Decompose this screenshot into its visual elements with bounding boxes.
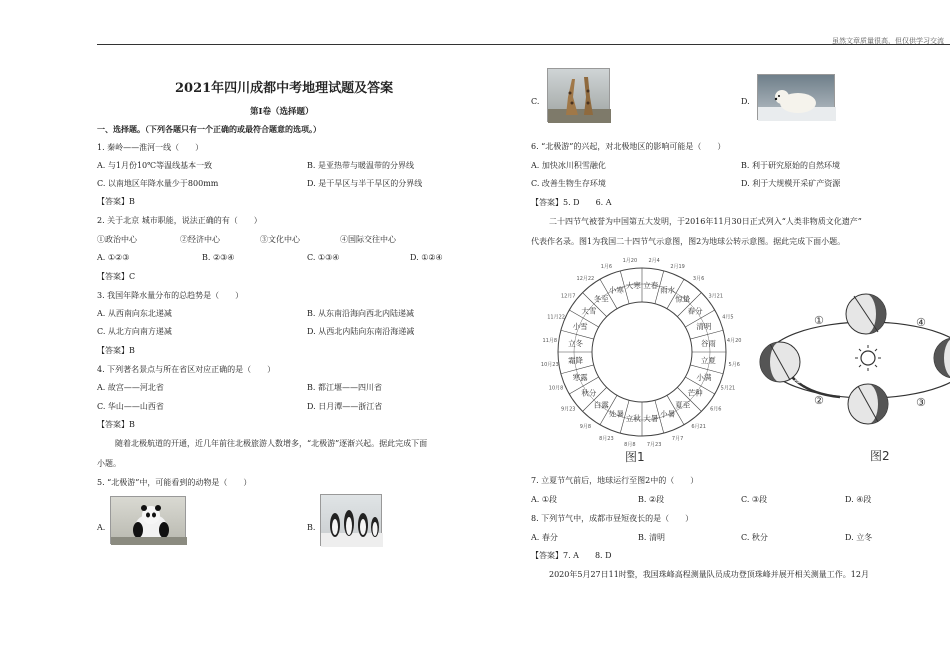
- solar-term-label: 谷雨: [700, 338, 716, 348]
- q2-option-b: B. ②③④: [202, 253, 235, 262]
- q2-item-2: ②经济中心: [180, 235, 220, 244]
- solar-term-date: 6月21: [691, 423, 706, 430]
- solar-term-date: 11月8: [542, 337, 558, 344]
- figure1-caption: 图1: [625, 450, 645, 464]
- q3-answer: 【答案】B: [97, 346, 135, 355]
- q5-option-c: C.: [531, 97, 540, 106]
- q4-option-a: A. 故宫——河北省: [97, 383, 164, 392]
- solar-term-date: 3月6: [692, 276, 705, 283]
- solar-term-label: 大雪: [581, 306, 597, 316]
- marker-2: ②: [814, 394, 824, 407]
- q3-option-b: B. 从东南沿海向西北内陆递减: [307, 309, 414, 318]
- q5-stem: 5. “北极游”中，可能看到的动物是（ ）: [97, 478, 252, 487]
- solar-term-date: 8月8: [624, 442, 636, 449]
- solar-term-date: 8月23: [599, 435, 614, 442]
- solar-term-date: 9月8: [579, 423, 592, 430]
- q7-option-b: B. ②段: [638, 495, 665, 504]
- solar-term-label: 小暑: [660, 409, 676, 419]
- giraffes-photo: [547, 68, 610, 122]
- q4-option-c: C. 华山——山西省: [97, 402, 164, 411]
- solar-term-date: 4月5: [722, 314, 734, 321]
- solar-term-label: 霜降: [568, 356, 584, 366]
- solar-terms-diagram: [540, 254, 740, 454]
- solar-term-label: 冬至: [593, 294, 609, 304]
- solar-term-date: 9月23: [560, 406, 576, 413]
- q2-option-d: D. ①②④: [410, 253, 443, 262]
- q8-option-b: B. 清明: [638, 533, 665, 542]
- sun-icon: [861, 351, 875, 365]
- q2-answer: 【答案】C: [97, 272, 136, 281]
- solar-term-label: 寒露: [572, 373, 588, 383]
- q1-option-b: B. 是亚热带与暖温带的分界线: [307, 161, 414, 170]
- marker-3: ③: [916, 396, 926, 409]
- q4-option-b: B. 都江堰——四川省: [307, 383, 382, 392]
- q7-option-a: A. ①段: [531, 495, 558, 504]
- header-rule: [97, 44, 950, 45]
- q3-option-d: D. 从西北内陆向东南沿海递减: [307, 327, 415, 336]
- solar-term-label: 立冬: [568, 338, 584, 348]
- solar-term-date: 5月21: [720, 385, 736, 392]
- q8-option-a: A. 春分: [531, 533, 558, 542]
- solar-term-date: 11月22: [547, 314, 565, 321]
- polar-bear-photo: [757, 74, 835, 120]
- q1-option-d: D. 是干旱区与半干旱区的分界线: [307, 179, 423, 188]
- solar-term-date: 1月20: [622, 257, 638, 264]
- solar-term-label: 芒种: [687, 388, 703, 398]
- q8-option-d: D. 立冬: [845, 533, 873, 542]
- solar-term-label: 立夏: [700, 356, 716, 366]
- figure2-caption: 图2: [870, 449, 890, 463]
- q7-q8-answer: 【答案】7. A 8. D: [531, 551, 612, 560]
- solar-term-label: 立秋: [625, 413, 641, 423]
- q2-option-a: A. ①②③: [97, 253, 130, 262]
- solar-term-label: 雨水: [660, 285, 676, 295]
- passage1-line2: 小题。: [97, 459, 121, 468]
- q1-option-a: A. 与1月份10℃等温线基本一致: [97, 161, 213, 170]
- marker-1: ①: [814, 314, 824, 327]
- q7-option-c: C. ③段: [741, 495, 768, 504]
- solar-term-date: 10月8: [548, 385, 564, 392]
- solar-term-date: 12月7: [560, 293, 576, 300]
- q2-item-1: ①政治中心: [97, 235, 137, 244]
- q3-option-c: C. 从北方向南方递减: [97, 327, 172, 336]
- solar-term-date: 5月6: [728, 362, 740, 369]
- solar-term-label: 小雪: [572, 321, 588, 331]
- earth-orbit-diagram: [748, 282, 950, 448]
- earth-globe-left: [760, 342, 800, 382]
- q4-option-d: D. 日月潭——浙江省: [307, 402, 383, 411]
- earth-globe-bottom: [848, 384, 888, 424]
- q6-stem: 6. “北极游”的兴起，对北极地区的影响可能是（ ）: [531, 142, 726, 151]
- q2-stem: 2. 关于北京 城市职能，说法正确的有（ ）: [97, 216, 262, 225]
- solar-term-label: 惊蛰: [675, 294, 691, 304]
- solar-term-date: 2月19: [670, 264, 685, 271]
- q6-option-b: B. 利于研究原始的自然环境: [741, 161, 840, 170]
- q6-option-a: A. 加快冰川积雪融化: [531, 161, 606, 170]
- q4-answer: 【答案】B: [97, 420, 135, 429]
- solar-term-label: 夏至: [675, 400, 691, 410]
- solar-term-date: 7月7: [671, 435, 684, 442]
- solar-term-date: 12月22: [576, 276, 595, 283]
- document-title: 2021年四川成都中考地理试题及答案: [175, 81, 394, 96]
- q5-option-b: B.: [307, 523, 316, 532]
- solar-term-label: 白露: [593, 400, 609, 410]
- part-title: 第Ⅰ卷（选择题）: [250, 107, 314, 117]
- q7-option-d: D. ④段: [845, 495, 872, 504]
- solar-term-label: 大暑: [643, 413, 659, 423]
- solar-term-label: 清明: [696, 321, 712, 331]
- solar-term-label: 春分: [687, 306, 703, 316]
- q3-stem: 3. 我国年降水量分布的总趋势是（ ）: [97, 291, 244, 300]
- q8-stem: 8. 下列节气中，成都市昼短夜长的是（ ）: [531, 514, 694, 523]
- solar-term-date: 2月4: [648, 257, 660, 264]
- earth-globe-right: [934, 338, 950, 378]
- q1-option-c: C. 以南地区年降水量少于800mm: [97, 179, 219, 188]
- q5-q6-answer: 【答案】5. D 6. A: [531, 198, 612, 207]
- q2-item-4: ④国际交往中心: [340, 235, 396, 244]
- solar-term-label: 小满: [696, 373, 712, 383]
- solar-term-date: 1月6: [600, 264, 613, 271]
- q8-option-c: C. 秋分: [741, 533, 768, 542]
- q6-option-c: C. 改善生物生存环境: [531, 179, 606, 188]
- solar-term-date: 10月23: [540, 362, 559, 369]
- earth-globe-top: [846, 294, 886, 334]
- q1-stem: 1. 秦岭——淮河一线（ ）: [97, 143, 204, 152]
- q3-option-a: A. 从西南向东北递减: [97, 309, 172, 318]
- solar-term-label: 大寒: [625, 281, 641, 291]
- q1-answer: 【答案】B: [97, 197, 135, 206]
- q5-option-a: A.: [97, 523, 106, 532]
- solar-term-date: 4月20: [726, 337, 742, 344]
- q5-option-d: D.: [741, 97, 750, 106]
- solar-term-label: 小寒: [608, 285, 624, 295]
- solar-term-label: 立春: [643, 281, 659, 291]
- passage1-line1: 随着北极航道的开通，近几年前往北极旅游人数增多，“北极游”逐渐兴起。据此完成下面: [115, 439, 428, 448]
- solar-term-label: 秋分: [581, 388, 597, 398]
- section-heading: 一、选择题。（下列各题只有一个正确的或最符合题意的选项。）: [97, 124, 321, 134]
- panda-photo: [110, 496, 186, 544]
- q6-option-d: D. 利于大规模开采矿产资源: [741, 179, 841, 188]
- passage2-line2: 代表作名录。图1为我国二十四节气示意图，图2为地球公转示意图。据此完成下面小题。: [531, 237, 846, 246]
- solar-term-label: 处暑: [608, 409, 624, 419]
- header-note: 虽然文章质量很高，但仅供学习交流: [832, 37, 944, 45]
- passage3-line1: 2020年5月27日11时整，我国珠峰高程测量队员成功登顶珠峰并展开相关测量工作。12月: [549, 570, 869, 579]
- passage2-line1: 二十四节气被誉为中国第五大发明，于2016年11月30日正式列入“人类非物质文化遗产”: [549, 217, 862, 226]
- marker-4: ④: [916, 316, 926, 329]
- q7-stem: 7. 立夏节气前后，地球运行至图2中的（ ）: [531, 476, 699, 485]
- q2-option-c: C. ①③④: [307, 253, 340, 262]
- q2-item-3: ③文化中心: [260, 235, 300, 244]
- solar-term-date: 3月21: [708, 293, 724, 300]
- q4-stem: 4. 下列著名景点与所在省区对应正确的是（ ）: [97, 365, 276, 374]
- penguins-photo: [320, 494, 382, 546]
- solar-term-date: 7月23: [646, 442, 662, 449]
- orbit-label: 地球公转轨道: [793, 375, 833, 395]
- solar-term-date: 6月6: [710, 406, 722, 413]
